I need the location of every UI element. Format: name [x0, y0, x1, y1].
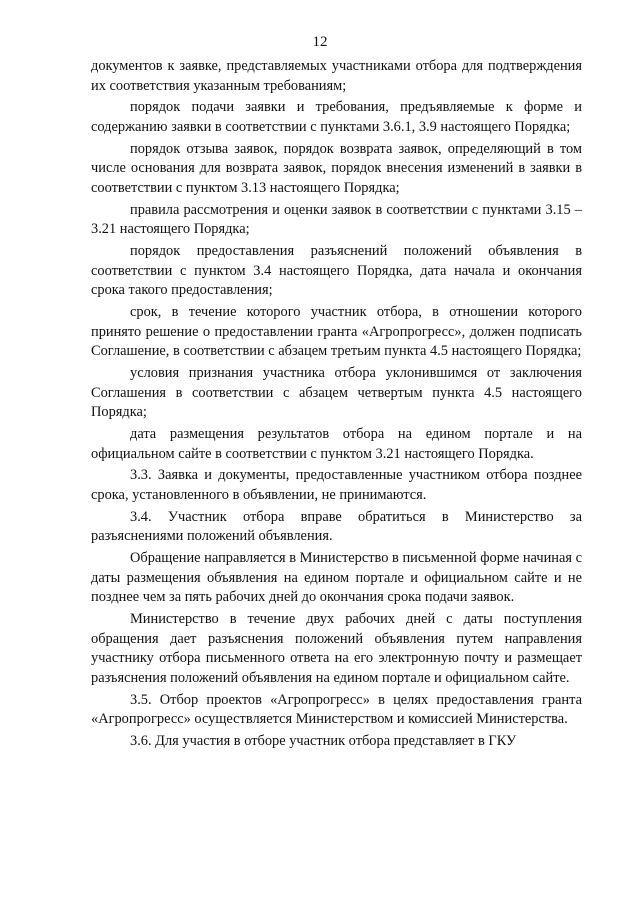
paragraph: Министерство в течение двух рабочих дней с даты поступления обращения дает разъяснения положений объявления путем направления участнику отбора письменного ответа на его электронную почту и размещает разъяснения положений объявления на едином портале и официальном сайте. — [91, 611, 582, 686]
paragraph: 3.4. Участник отбора вправе обратиться в Министерство за разъяснениями положений объявления. — [91, 508, 582, 545]
paragraph: порядок подачи заявки и требования, предъявляемые к форме и содержанию заявки в соответствии с пунктами 3.6.1, 3.9 настоящего Порядка; — [91, 99, 582, 135]
paragraph: документов к заявке, представляемых участниками отбора для подтверждения их соответствия указанным требованиям; — [91, 58, 582, 94]
paragraph: порядок предоставления разъяснений положений объявления в соответствии с пунктом 3.4 настоящего Порядка, дата начала и окончания срока такого предоставления; — [91, 243, 582, 299]
document-body — [91, 57, 582, 754]
paragraph: 3.5. Отбор проектов «Агропрогресс» в целях предоставления гранта «Агропрогресс» осуществляется Министерством и комиссией Министерства. — [91, 691, 582, 728]
paragraph: Обращение направляется в Министерство в письменной форме начиная с даты размещения объявления на едином портале и официальном сайте и не позднее чем за пять рабочих дней до окончания срока подачи заявок. — [91, 550, 582, 606]
paragraph: срок, в течение которого участник отбора, в отношении которого принято решение о предоставлении гранта «Агропрогресс», должен подписать Соглашение, в соответствии с абзацем третьим пункта 4.5 настоящего Порядка; — [91, 304, 582, 360]
page-number: 12 — [312, 34, 328, 50]
paragraph: 3.6. Для участия в отборе участник отбора представляет в ГКУ — [130, 733, 517, 750]
paragraph: условия признания участника отбора уклонившимся от заключения Соглашения в соответствии с абзацем четвертым пункта 4.5 настоящего Порядка; — [91, 365, 582, 421]
paragraph: дата размещения результатов отбора на едином портале и на официальном сайте в соответствии с пунктом 3.21 настоящего Порядка. — [91, 426, 582, 462]
paragraph: порядок отзыва заявок, порядок возврата заявок, определяющий в том числе основания для возврата заявок, порядок внесения изменений в заявки в соответствии с пунктом 3.13 настоящего Порядка; — [91, 140, 582, 196]
paragraph: 3.3. Заявка и документы, предоставленные участником отбора позднее срока, установленного в объявлении, не принимаются. — [91, 467, 582, 503]
paragraph: правила рассмотрения и оценки заявок в соответствии с пунктами 3.15 – 3.21 настоящего Порядка; — [91, 201, 582, 238]
